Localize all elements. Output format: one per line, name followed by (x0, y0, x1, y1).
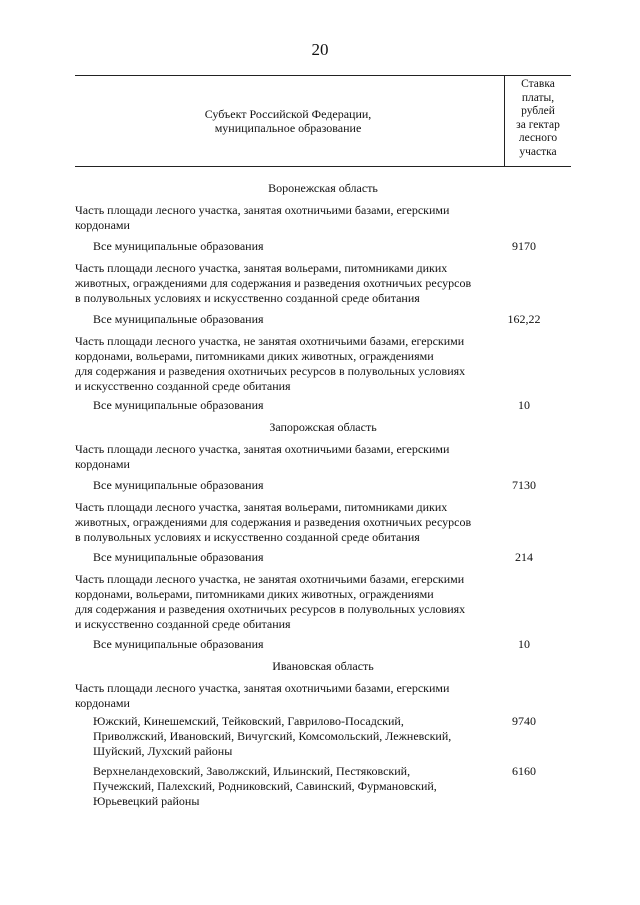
region-title: Запорожская область (269, 420, 377, 434)
page-number: 20 (311, 40, 329, 59)
municipality-name: Все муниципальные образования (93, 312, 264, 326)
header-rate-column: Ставка платы, рублей за гектар лесного участка (516, 78, 560, 158)
municipality-name: Все муниципальные образования (93, 239, 264, 253)
municipality-name: Верхнеландеховский, Заволжский, Ильинский, Пестяковский, Пучежский, Палехский, Родниковский, Савинский, Фурмановский, Юрьевецкий районы (93, 764, 437, 808)
municipality-name: Все муниципальные образования (93, 478, 264, 492)
rate-value: 214 (515, 550, 533, 564)
table-header (75, 75, 571, 167)
section-description: Часть площади лесного участка, занятая охотничьими базами, егерскими кордонами (75, 203, 450, 232)
header-subject-column (75, 76, 501, 166)
rate-value: 10 (518, 637, 530, 651)
section-description: Часть площади лесного участка, не занятая охотничьими базами, егерскими кордонами, вольерами, питомниками диких животных, ограждениями для содержания и разведения охотничьих ресурсов в полувольных условиях и искусственно созданной среде обитания (75, 334, 466, 393)
section-description: Часть площади лесного участка, не занятая охотничьими базами, егерскими кордонами, вольерами, питомниками диких животных, ограждениями для содержания и разведения охотничьих ресурсов в полувольных условиях и искусственно созданной среде обитания (75, 572, 466, 631)
municipality-name: Все муниципальные образования (93, 398, 264, 412)
header-subject-line-1: Субъект Российской Федерации, (204, 107, 372, 121)
municipality-name: Южский, Кинешемский, Тейковский, Гаврилово-Посадский, Приволжский, Ивановский, Вичугский, Комсомольский, Лежневский, Шуйский, Лухский районы (93, 714, 452, 758)
rate-value: 9740 (512, 714, 536, 728)
municipality-name: Все муниципальные образования (93, 550, 264, 564)
section-description: Часть площади лесного участка, занятая охотничьими базами, егерскими кордонами (75, 681, 450, 710)
rate-value: 7130 (512, 478, 536, 492)
municipality-name: Все муниципальные образования (93, 637, 264, 651)
rate-value: 9170 (512, 239, 536, 253)
rate-value: 6160 (512, 764, 536, 778)
rate-value: 10 (518, 398, 530, 412)
rate-value: 162,22 (507, 312, 541, 326)
region-title: Ивановская область (272, 659, 374, 673)
section-description: Часть площади лесного участка, занятая вольерами, питомниками диких животных, ограждениями для содержания и разведения охотничьих ресурсов в полувольных условиях и искусственно созданной среде обитания (75, 500, 472, 544)
region-title: Воронежская область (268, 181, 378, 195)
section-description: Часть площади лесного участка, занятая вольерами, питомниками диких животных, ограждениями для содержания и разведения охотничьих ресурсов в полувольных условиях и искусственно созданной среде обитания (75, 261, 472, 305)
header-subject-line-2: муниципальное образование (214, 121, 362, 135)
section-description: Часть площади лесного участка, занятая охотничьими базами, егерскими кордонами (75, 442, 450, 471)
